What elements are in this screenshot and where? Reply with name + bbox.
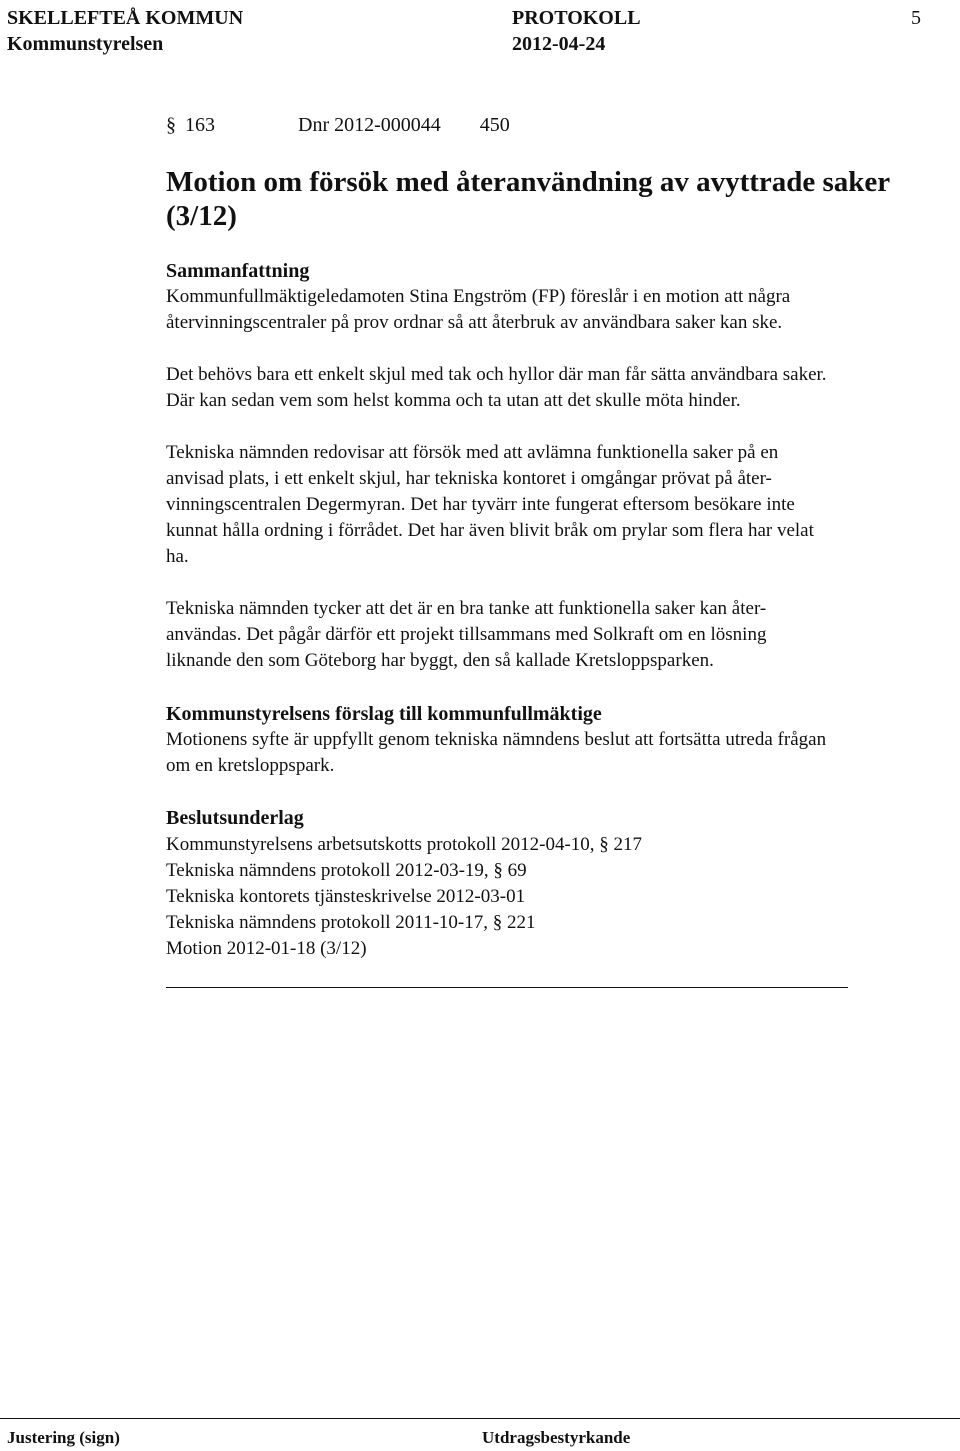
proposal-paragraph [166, 727, 826, 779]
text-line: Motionens syfte är uppfyllt genom tekniska nämndens beslut att fortsätta utreda frågan [166, 729, 827, 750]
text-line: om en kretsloppspark. [166, 755, 335, 776]
text-line: återvinningscentraler på prov ordnar så att återbruk av användbara saker kan ske. [166, 312, 783, 333]
text-line: vinningscentralen Degermyran. Det har tyvärr inte fungerat eftersom besökare inte [166, 494, 795, 515]
header-municipality: SKELLEFTEÅ KOMMUN [7, 7, 244, 29]
paragraph-number: 163 [185, 114, 215, 136]
header-doc-type: PROTOKOLL [512, 7, 641, 29]
footer-rule [0, 1418, 960, 1419]
text-line: Där kan sedan vem som helst komma och ta utan att det skulle möta hinder. [166, 390, 741, 411]
section-divider [166, 987, 848, 988]
summary-paragraph-2 [166, 362, 827, 414]
basis-heading: Beslutsunderlag [166, 807, 304, 829]
text-line: Tekniska nämnden tycker att det är en bra tanke att funktionella saker kan åter- [166, 598, 767, 619]
list-item: Tekniska nämndens protokoll 2011-10-17, § 221 [166, 912, 536, 933]
list-item: Tekniska kontorets tjänsteskrivelse 2012-03-01 [166, 886, 526, 907]
text-line: Kommunfullmäktigeledamoten Stina Engström (FP) föreslår i en motion att några [166, 286, 791, 307]
list-item: Motion 2012-01-18 (3/12) [166, 938, 367, 959]
text-line: anvisad plats, i ett enkelt skjul, har tekniska kontoret i omgångar prövat på åter- [166, 468, 772, 489]
page-number: 5 [911, 7, 921, 29]
page-title [166, 165, 890, 233]
text-line: liknande den som Göteborg har byggt, den så kallade Kretsloppsparken. [166, 650, 714, 671]
section-sign: § [166, 114, 176, 136]
text-line: kunnat hålla ordning i förrådet. Det har även blivit bråk om prylar som flera har velat [166, 520, 814, 541]
header-date: 2012-04-24 [512, 33, 606, 55]
footer-justering: Justering (sign) [7, 1428, 120, 1447]
summary-heading: Sammanfattning [166, 260, 310, 282]
text-line: Det behövs bara ett enkelt skjul med tak och hyllor där man får sätta användbara saker. [166, 364, 827, 385]
title-line: (3/12) [166, 200, 237, 232]
proposal-heading: Kommunstyrelsens förslag till kommunfullmäktige [166, 703, 602, 725]
dnr: Dnr 2012-000044 [298, 114, 441, 136]
header-body: Kommunstyrelsen [7, 33, 164, 55]
footer-utdragsbestyrkande: Utdragsbestyrkande [482, 1428, 631, 1447]
text-line: Tekniska nämnden redovisar att försök med att avlämna funktionella saker på en [166, 442, 779, 463]
summary-paragraph-3 [166, 440, 814, 570]
basis-list [166, 832, 642, 962]
title-line: Motion om försök med återanvändning av avyttrade saker [166, 166, 891, 198]
case-code: 450 [479, 114, 510, 136]
list-item: Tekniska nämndens protokoll 2012-03-19, § 69 [166, 860, 527, 881]
summary-paragraph-4 [166, 596, 766, 674]
summary-paragraph-1 [166, 284, 790, 336]
text-line: användas. Det pågår därför ett projekt tillsammans med Solkraft om en lösning [166, 624, 767, 645]
case-line [166, 112, 510, 138]
list-item: Kommunstyrelsens arbetsutskotts protokoll 2012-04-10, § 217 [166, 834, 643, 855]
text-line: ha. [166, 546, 189, 567]
